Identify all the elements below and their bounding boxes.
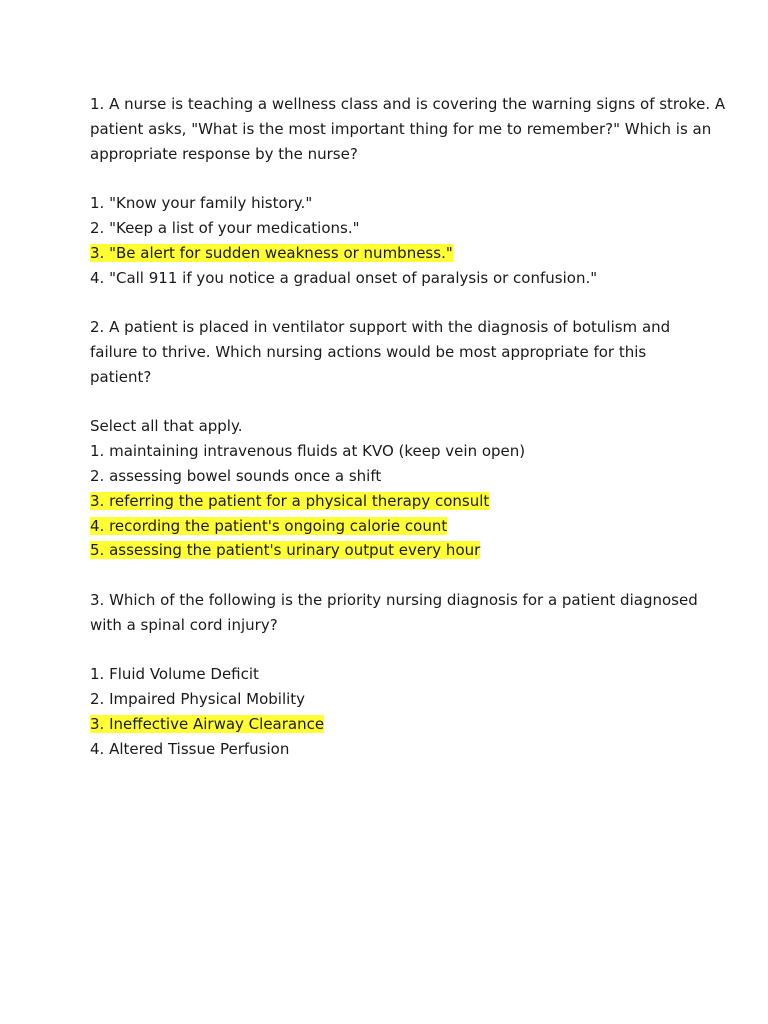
- question-2-option-3: [90, 489, 690, 514]
- option-text: 2. assessing bowel sounds once a shift: [90, 466, 382, 485]
- option-text: 4. Altered Tissue Perfusion: [90, 739, 290, 758]
- question-2-option-4: [90, 514, 690, 539]
- question-2: [90, 315, 690, 563]
- spacer: [90, 166, 690, 191]
- question-2-option-5: [90, 538, 690, 563]
- question-1-option-3: [90, 241, 690, 266]
- question-1-stem-line-1: 1. A nurse is teaching a wellness class and is covering the warning signs of stroke. A: [90, 95, 726, 113]
- option-text: 1. maintaining intravenous fluids at KVO (keep vein open): [90, 442, 526, 461]
- question-1-stem-line-2: patient asks, "What is the most important thing for me to remember?" Which is an: [90, 119, 712, 138]
- question-2-stem-line-3: patient?: [90, 367, 152, 386]
- question-3-stem-line-2: with a spinal cord injury?: [90, 615, 278, 634]
- spacer: [90, 290, 690, 315]
- spacer: [90, 390, 690, 415]
- question-3-option-3: [90, 712, 690, 737]
- question-2-stem-line-2: failure to thrive. Which nursing actions would be most appropriate for this: [90, 342, 647, 361]
- question-1: [90, 92, 726, 290]
- question-2-stem-line-1: 2. A patient is placed in ventilator support with the diagnosis of botulism and: [90, 318, 671, 337]
- question-2-instruction: Select all that apply.: [90, 417, 243, 436]
- highlighted-answer: 5. assessing the patient's urinary output every hour: [90, 541, 481, 560]
- document-page: [90, 92, 726, 762]
- option-text: 1. "Know your family history.": [90, 194, 313, 213]
- highlighted-answer: 4. recording the patient's ongoing calorie count: [90, 516, 448, 535]
- question-2-option-2: [90, 464, 690, 489]
- question-1-option-2: [90, 216, 690, 241]
- option-text: 2. Impaired Physical Mobility: [90, 690, 306, 709]
- question-1-stem-line-3: appropriate response by the nurse?: [90, 144, 358, 163]
- question-3-option-1: [90, 662, 690, 687]
- question-3-stem-line-1: 3. Which of the following is the priority nursing diagnosis for a patient diagnosed: [90, 590, 698, 609]
- question-1-option-4: [90, 266, 690, 291]
- option-text: 1. Fluid Volume Deficit: [90, 665, 259, 684]
- question-3-option-2: [90, 687, 690, 712]
- question-3: [90, 588, 698, 762]
- option-text: 2. "Keep a list of your medications.": [90, 218, 360, 237]
- spacer: [90, 563, 690, 588]
- question-3-option-4: [90, 737, 690, 762]
- highlighted-answer: 3. Ineffective Airway Clearance: [90, 714, 325, 733]
- spacer: [90, 638, 690, 663]
- question-2-option-1: [90, 439, 690, 464]
- question-1-option-1: [90, 191, 690, 216]
- highlighted-answer: 3. "Be alert for sudden weakness or numbness.": [90, 243, 453, 262]
- option-text: 4. "Call 911 if you notice a gradual onset of paralysis or confusion.": [90, 268, 598, 287]
- highlighted-answer: 3. referring the patient for a physical therapy consult: [90, 491, 490, 510]
